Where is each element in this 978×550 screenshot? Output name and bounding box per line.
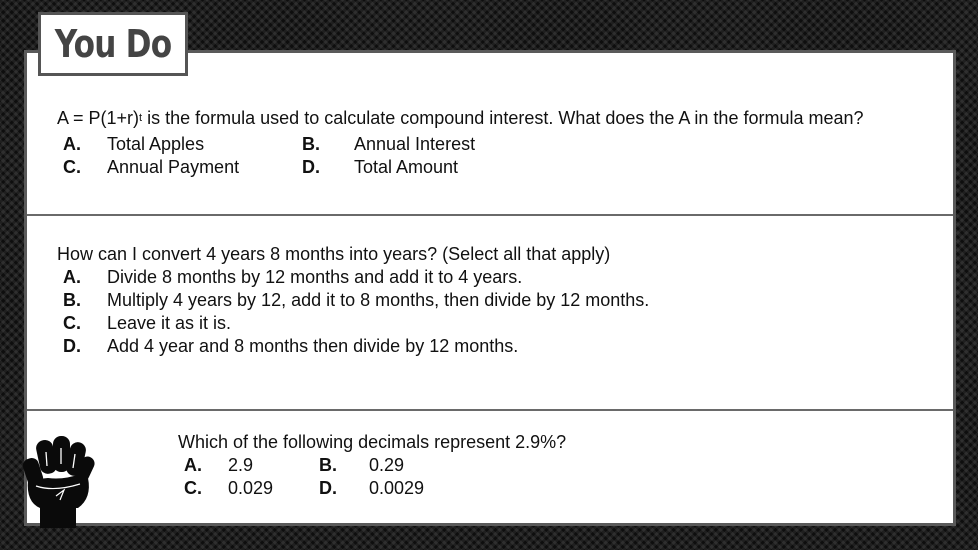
question-3-option-d[interactable]: D. 0.0029 xyxy=(319,478,425,498)
raised-fist-icon xyxy=(20,428,98,528)
question-2-options-row-2 xyxy=(57,289,649,312)
section-divider-1 xyxy=(27,214,953,216)
question-2-options-row-4 xyxy=(57,335,649,358)
question-3-options-row-1 xyxy=(178,454,566,477)
question-3-option-c[interactable]: C. 0.029 xyxy=(184,478,274,498)
question-1-stem: $A = P(1+r)^t$ is the formula used to calculate compound interest. What does the A in the formula mean? xyxy=(57,108,864,128)
title-label-box xyxy=(38,12,188,76)
question-2 xyxy=(57,243,649,358)
question-3 xyxy=(178,431,566,500)
question-2-stem: How can I convert 4 years 8 months into years? (Select all that apply) xyxy=(57,244,611,264)
question-2-option-c[interactable]: C. Leave it as it is. xyxy=(63,313,232,333)
question-1-options-row-1 xyxy=(57,133,864,156)
question-1-option-b[interactable]: B. Annual Interest xyxy=(302,134,476,154)
question-2-option-a[interactable]: A. Divide 8 months by 12 months and add it to 4 years. xyxy=(63,267,523,287)
question-3-options-row-2 xyxy=(178,477,566,500)
question-2-options-row-3 xyxy=(57,312,649,335)
question-3-option-a[interactable]: A. 2.9 xyxy=(184,455,254,475)
question-1-option-c[interactable]: C. Annual Payment xyxy=(63,157,240,177)
question-3-option-b[interactable]: B. 0.29 xyxy=(319,455,405,475)
question-3-stem: Which of the following decimals represent 2.9%? xyxy=(178,432,567,452)
question-1-option-a[interactable]: A. Total Apples xyxy=(63,134,205,154)
question-card xyxy=(24,50,956,526)
section-divider-2 xyxy=(27,409,953,411)
question-2-option-b[interactable]: B. Multiply 4 years by 12, add it to 8 months, then divide by 12 months. xyxy=(63,290,650,310)
question-1-options-row-2 xyxy=(57,156,864,179)
question-2-options-row-1 xyxy=(57,266,649,289)
question-1-option-d[interactable]: D. Total Amount xyxy=(302,157,459,177)
page-title: You Do xyxy=(54,22,172,66)
question-2-option-d[interactable]: D. Add 4 year and 8 months then divide by 12 months. xyxy=(63,336,519,356)
question-1 xyxy=(57,107,864,179)
